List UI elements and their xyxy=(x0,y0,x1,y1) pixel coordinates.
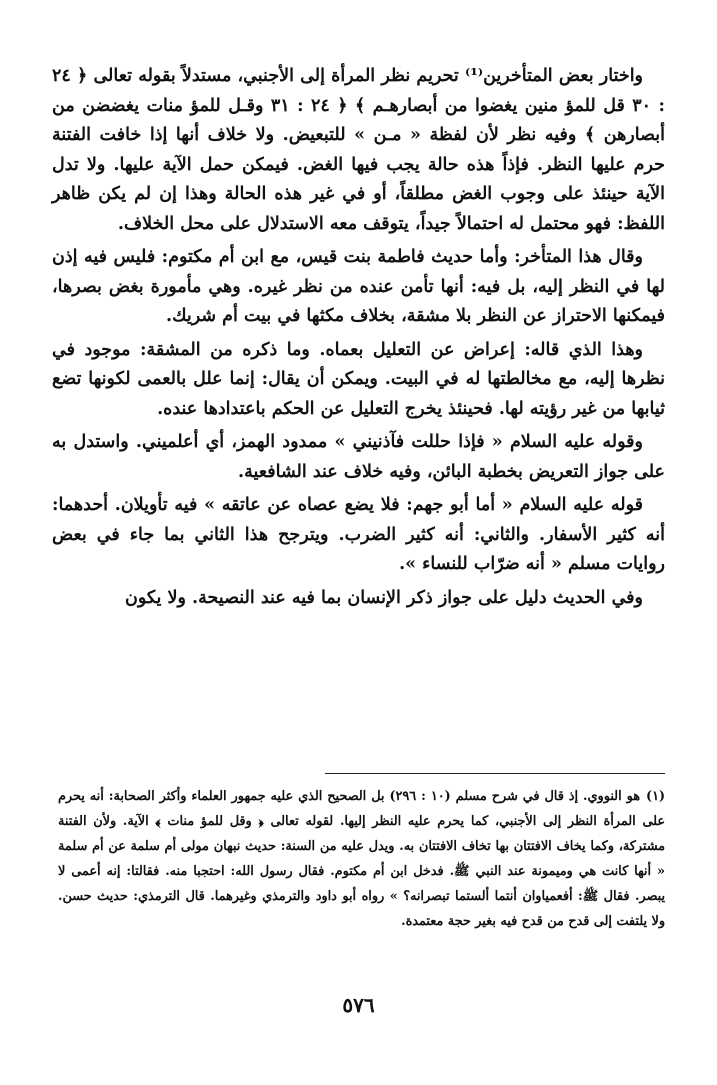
page-number: ٥٧٦ xyxy=(342,993,375,1017)
paragraph-6: وفي الحديث دليل على جواز ذكر الإنسان بما فيه عند النصيحة. ولا يكون xyxy=(124,587,643,608)
paragraph-5: قوله عليه السلام « أما أبو جهم: فلا يضع عصاه عن عاتقه » فيه تأويلان. أحدهما: أنه كثير الأسفار. والثاني: أنه كثير الضرب. ويترجح هذا الثاني بما جاء في بعض روايات مسلم « أنه ضرّاب للنساء ». xyxy=(52,495,665,574)
main-text-block xyxy=(52,62,665,617)
paragraph-4: وقوله عليه السلام « فإذا حللت فآذنيني » ممدود الهمز، أي أعلميني. واستدل به على جواز التعريض بخطبة البائن، وفيه خلاف عند الشافعية. xyxy=(52,432,665,482)
footnote-1 xyxy=(58,784,665,934)
footnote-number: (١) xyxy=(646,789,665,804)
paragraph-3: وهذا الذي قاله: إعراض عن التعليل بعماه. وما ذكره من المشقة: موجود في نظرها إليه، مع مخالطتها له في البيت. ويمكن أن يقال: إنما علل بالعمى لكونها تضع ثيابها من غير رؤيته لها. فحينئذ يخرج التعليل عن الحكم باعتدادها عنده. xyxy=(52,339,665,419)
paragraph-1: واختار بعض المتأخرين⁽¹⁾ تحريم نظر المرأة إلى الأجنبي، مستدلاً بقوله تعالى ﴿ ٢٤ : ٣٠ قل للمؤ منين يغضوا من أبصارهـم ﴾ ﴿ ٢٤ : ٣١ وقـل للمؤ منات يغضضن من أبصارهن ﴾ وفيه نظر لأن لفظة « مـن » للتبعيض. ولا خلاف أنها إذا خافت الفتنة حرم عليها النظر. فإذاً هذه حالة يجب فيها الغض. فيمكن حمل الآية عليها. ولا تدل الآية حينئذ على وجوب الغض مطلقاً، أو في غير هذه الحالة وهذا إن لم يكن ظاهر اللفظ: فهو محتمل له احتمالاً جيداً، يتوقف معه الاستدلال على محل الخلاف. xyxy=(52,66,665,234)
footnote-text: هو النووي. إذ قال في شرح مسلم (١٠ : ٢٩٦) بل الصحيح الذي عليه جمهور العلماء وأكثر الصحابة: أنه يحرم على المرأة النظر إلى الأجنبي، كما يحرم عليه النظر إليها. لقوله تعالى ﴿ وقل للمؤ منات ﴾ الآية. ولأن الفتنة مشتركة، وكما يخاف الافتتان بها تخاف الافتتان به. ويدل عليه من السنة: حديث نبهان مولى أم سلمة عن أم سلمة « أنها كانت هي وميمونة عند النبي ﷺ. فدخل ابن أم مكتوم. فقال رسول الله: احتجبا منه. فقالتا: إنه أعمى لا يبصر. فقال ﷺ: أفعمياوان أنتما ألستما تبصرانه؟ » رواه أبو داود والترمذي وغيرهما. قال الترمذي: حديث حسن. ولا يلتفت إلى قدح من قدح فيه بغير حجة معتمدة. xyxy=(58,789,665,929)
footnote-divider xyxy=(325,773,665,774)
footnotes-block xyxy=(58,784,665,934)
paragraph-2: وقال هذا المتأخر: وأما حديث فاطمة بنت قيس، مع ابن أم مكتوم: فليس فيه إذن لها في النظر إليه، بل فيه: أنها تأمن عنده من نظر غيره. وهي مأمورة بغض بصرها، فيمكنها الاحتراز عن النظر بلا مشقة، بخلاف مكثها في بيت أم شريك. xyxy=(52,247,665,326)
